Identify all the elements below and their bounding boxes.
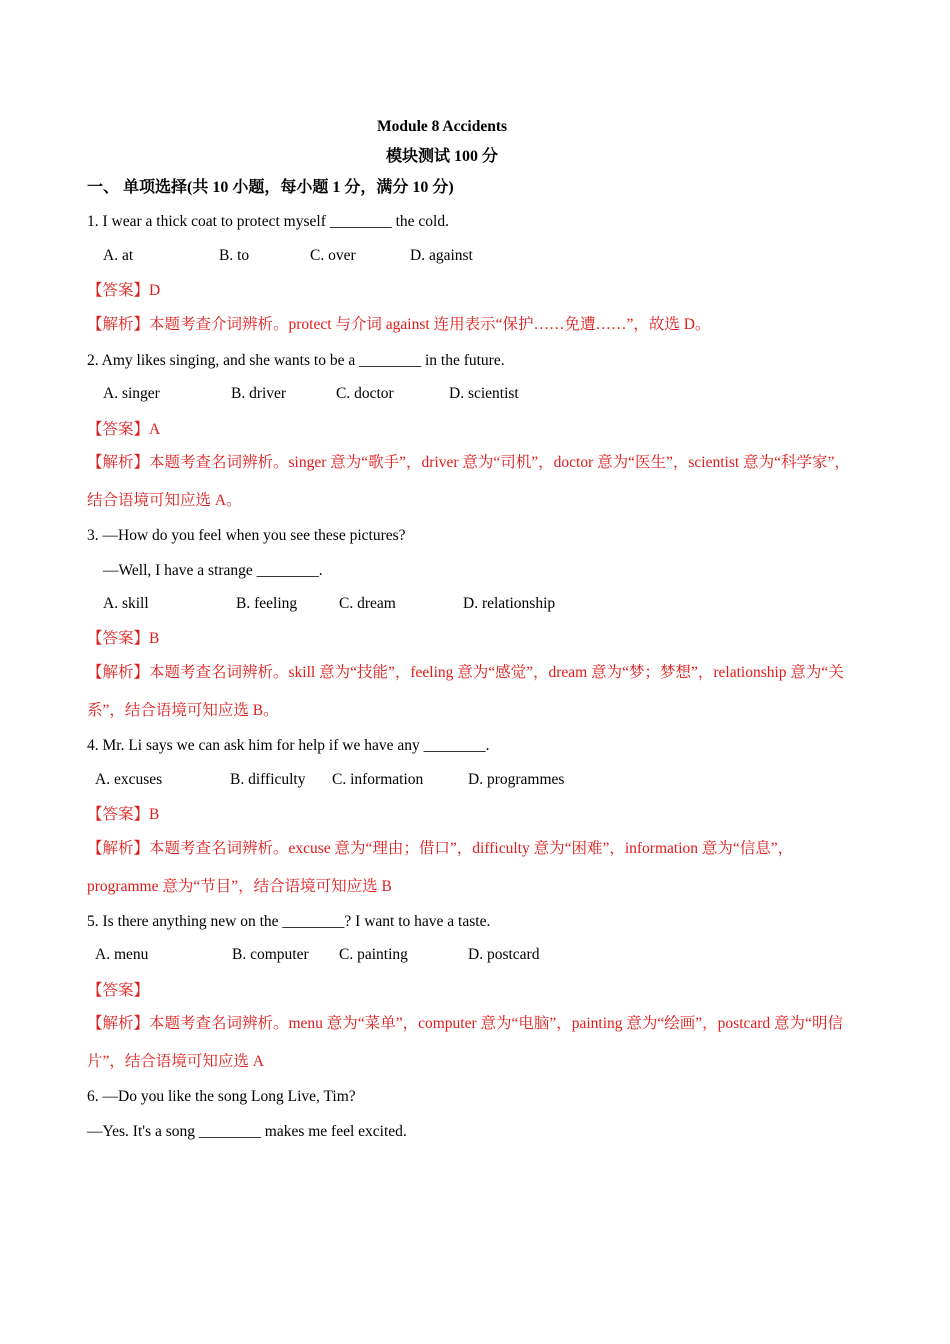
- q4-option-c: C. information: [332, 771, 424, 788]
- q3-option-b: B. feeling: [236, 595, 298, 612]
- q4-option-a: A. excuses: [95, 771, 163, 788]
- section-heading: 一、 单项选择(共 10 小题，每小题 1 分，满分 10 分): [87, 179, 454, 196]
- q2-answer: 【答案】A: [87, 421, 161, 438]
- q3-option-c: C. dream: [339, 595, 396, 612]
- question-5-stem: 5. Is there anything new on the ________? I want to have a taste.: [87, 913, 491, 930]
- document-title: Module 8 Accidents: [376, 118, 508, 135]
- question-4-stem: 4. Mr. Li says we can ask him for help if we have any ________.: [87, 737, 490, 754]
- q1-option-d: D. against: [410, 247, 473, 264]
- question-2-stem: 2. Amy likes singing, and she wants to be a ________ in the future.: [87, 352, 505, 369]
- question-6-stem: 6. —Do you like the song Long Live, Tim?: [87, 1088, 356, 1105]
- q4-answer: 【答案】B: [87, 806, 160, 823]
- q1-option-a: A. at: [103, 247, 134, 264]
- q2-analysis: 【解析】本题考查名词辨析。singer 意为“歌手”，driver 意为“司机”，doctor 意为“医生”，scientist 意为“科学家”，结合语境可知应选 A。: [87, 454, 850, 509]
- q2-option-a: A. singer: [103, 385, 160, 402]
- q3-analysis: 【解析】本题考查名词辨析。skill 意为“技能”，feeling 意为“感觉”，dream 意为“梦；梦想”，relationship 意为“关系”，结合语境可知应选 B。: [87, 664, 844, 719]
- document-subtitle: 模块测试 100 分: [385, 148, 498, 165]
- q4-option-b: B. difficulty: [230, 771, 306, 788]
- q1-option-c: C. over: [310, 247, 356, 264]
- q1-answer: 【答案】D: [87, 282, 161, 299]
- q2-option-c: C. doctor: [336, 385, 394, 402]
- q5-option-c: C. painting: [339, 946, 408, 963]
- q1-analysis: 【解析】本题考查介词辨析。protect 与介词 against 连用表示“保护……免遭……”，故选 D。: [87, 316, 711, 333]
- q1-option-b: B. to: [219, 247, 250, 264]
- question-3-stem-reply: —Well, I have a strange ________.: [103, 562, 323, 579]
- q3-option-d: D. relationship: [463, 595, 556, 612]
- q2-option-b: B. driver: [231, 385, 287, 402]
- q5-option-a: A. menu: [95, 946, 149, 963]
- q4-analysis: 【解析】本题考查名词辨析。excuse 意为“理由；借口”，difficulty 意为“困难”，information 意为“信息”，programme 意为“节目”，结合语境可知应选 B: [87, 840, 794, 895]
- question-3-stem: 3. —How do you feel when you see these pictures?: [87, 527, 406, 544]
- q3-answer: 【答案】B: [87, 630, 160, 647]
- question-1-stem: 1. I wear a thick coat to protect myself ________ the cold.: [87, 213, 449, 230]
- q5-analysis: 【解析】本题考查名词辨析。menu 意为“菜单”，computer 意为“电脑”，painting 意为“绘画”，postcard 意为“明信片”，结合语境可知应选 A: [87, 1015, 843, 1070]
- question-6-stem-reply: —Yes. It's a song ________ makes me feel excited.: [87, 1123, 407, 1140]
- q4-option-d: D. programmes: [468, 771, 565, 788]
- q3-option-a: A. skill: [103, 595, 149, 612]
- q5-answer: 【答案】: [87, 982, 150, 999]
- q5-option-b: B. computer: [232, 946, 309, 963]
- q2-option-d: D. scientist: [449, 385, 519, 402]
- q5-option-d: D. postcard: [468, 946, 540, 963]
